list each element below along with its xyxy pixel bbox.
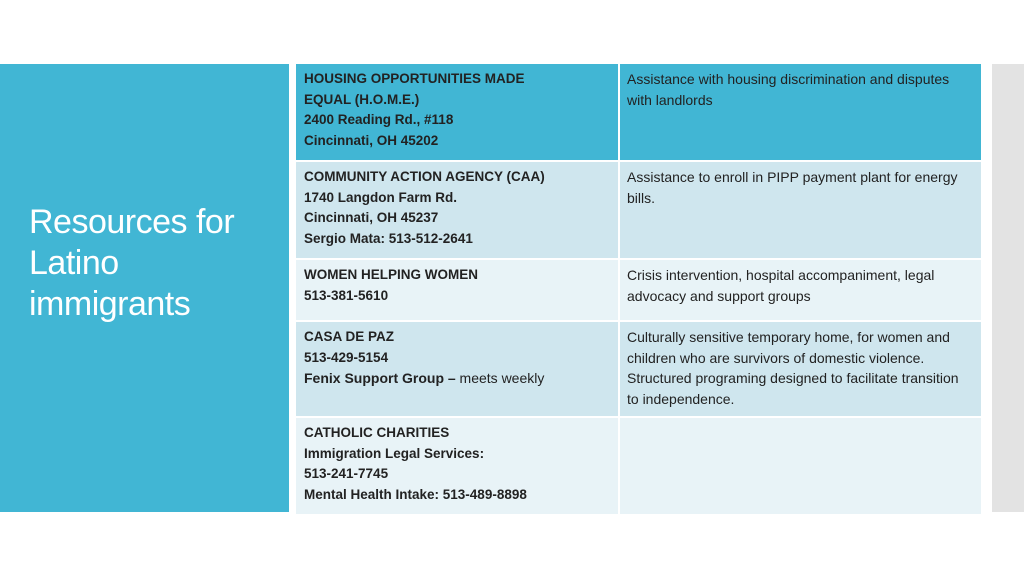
org-name-line: HOUSING OPPORTUNITIES MADE (304, 71, 525, 86)
org-phone-line: 513-381-5610 (304, 287, 389, 303)
description-cell: Crisis intervention, hospital accompaniment, legal advocacy and support groups (627, 267, 935, 304)
table-row (296, 418, 981, 514)
table-row (296, 260, 981, 322)
org-name-line: CATHOLIC CHARITIES (304, 425, 450, 440)
table-row (296, 64, 981, 162)
org-address-line: 1740 Langdon Farm Rd. (304, 189, 458, 205)
org-name-line: CASA DE PAZ (304, 329, 395, 344)
table-row (296, 162, 981, 260)
right-side-bar (992, 64, 1024, 512)
org-address-line: 2400 Reading Rd., #118 (304, 112, 454, 127)
support-group-schedule: meets weekly (455, 370, 545, 386)
org-city-line: Cincinnati, OH 45237 (304, 210, 439, 225)
org-phone-line: 513-429-5154 (304, 349, 389, 365)
organization-cell (296, 162, 620, 258)
org-service-line: Immigration Legal Services: (304, 445, 485, 461)
org-city-line: Cincinnati, OH 45202 (304, 132, 439, 148)
table-row (296, 322, 981, 418)
org-intake-line: Mental Health Intake: 513-489-8898 (304, 486, 527, 502)
org-name-line: WOMEN HELPING WOMEN (304, 267, 478, 282)
support-group-line (304, 368, 610, 389)
org-phone-line: 513-241-7745 (304, 466, 389, 481)
description-cell (620, 418, 981, 514)
org-name-line: EQUAL (H.O.M.E.) (304, 91, 420, 107)
organization-cell (296, 64, 620, 160)
resources-table (296, 64, 981, 514)
organization-cell (296, 418, 620, 514)
org-contact-line: Sergio Mata: 513-512-2641 (304, 230, 473, 246)
description-cell: Assistance to enroll in PIPP payment plant for energy bills. (627, 169, 958, 206)
org-name-line: COMMUNITY ACTION AGENCY (CAA) (304, 169, 545, 184)
support-group-name: Fenix Support Group – (304, 370, 456, 386)
organization-cell (296, 260, 620, 320)
description-cell: Assistance with housing discrimination and disputes with landlords (627, 71, 950, 108)
description-cell: Culturally sensitive temporary home, for women and children who are survivors of domestic violence. Structured programing designed to facilitate transition to independence. (627, 329, 959, 407)
organization-cell (296, 322, 620, 416)
slide-title: Resources for Latino immigrants (29, 203, 235, 323)
